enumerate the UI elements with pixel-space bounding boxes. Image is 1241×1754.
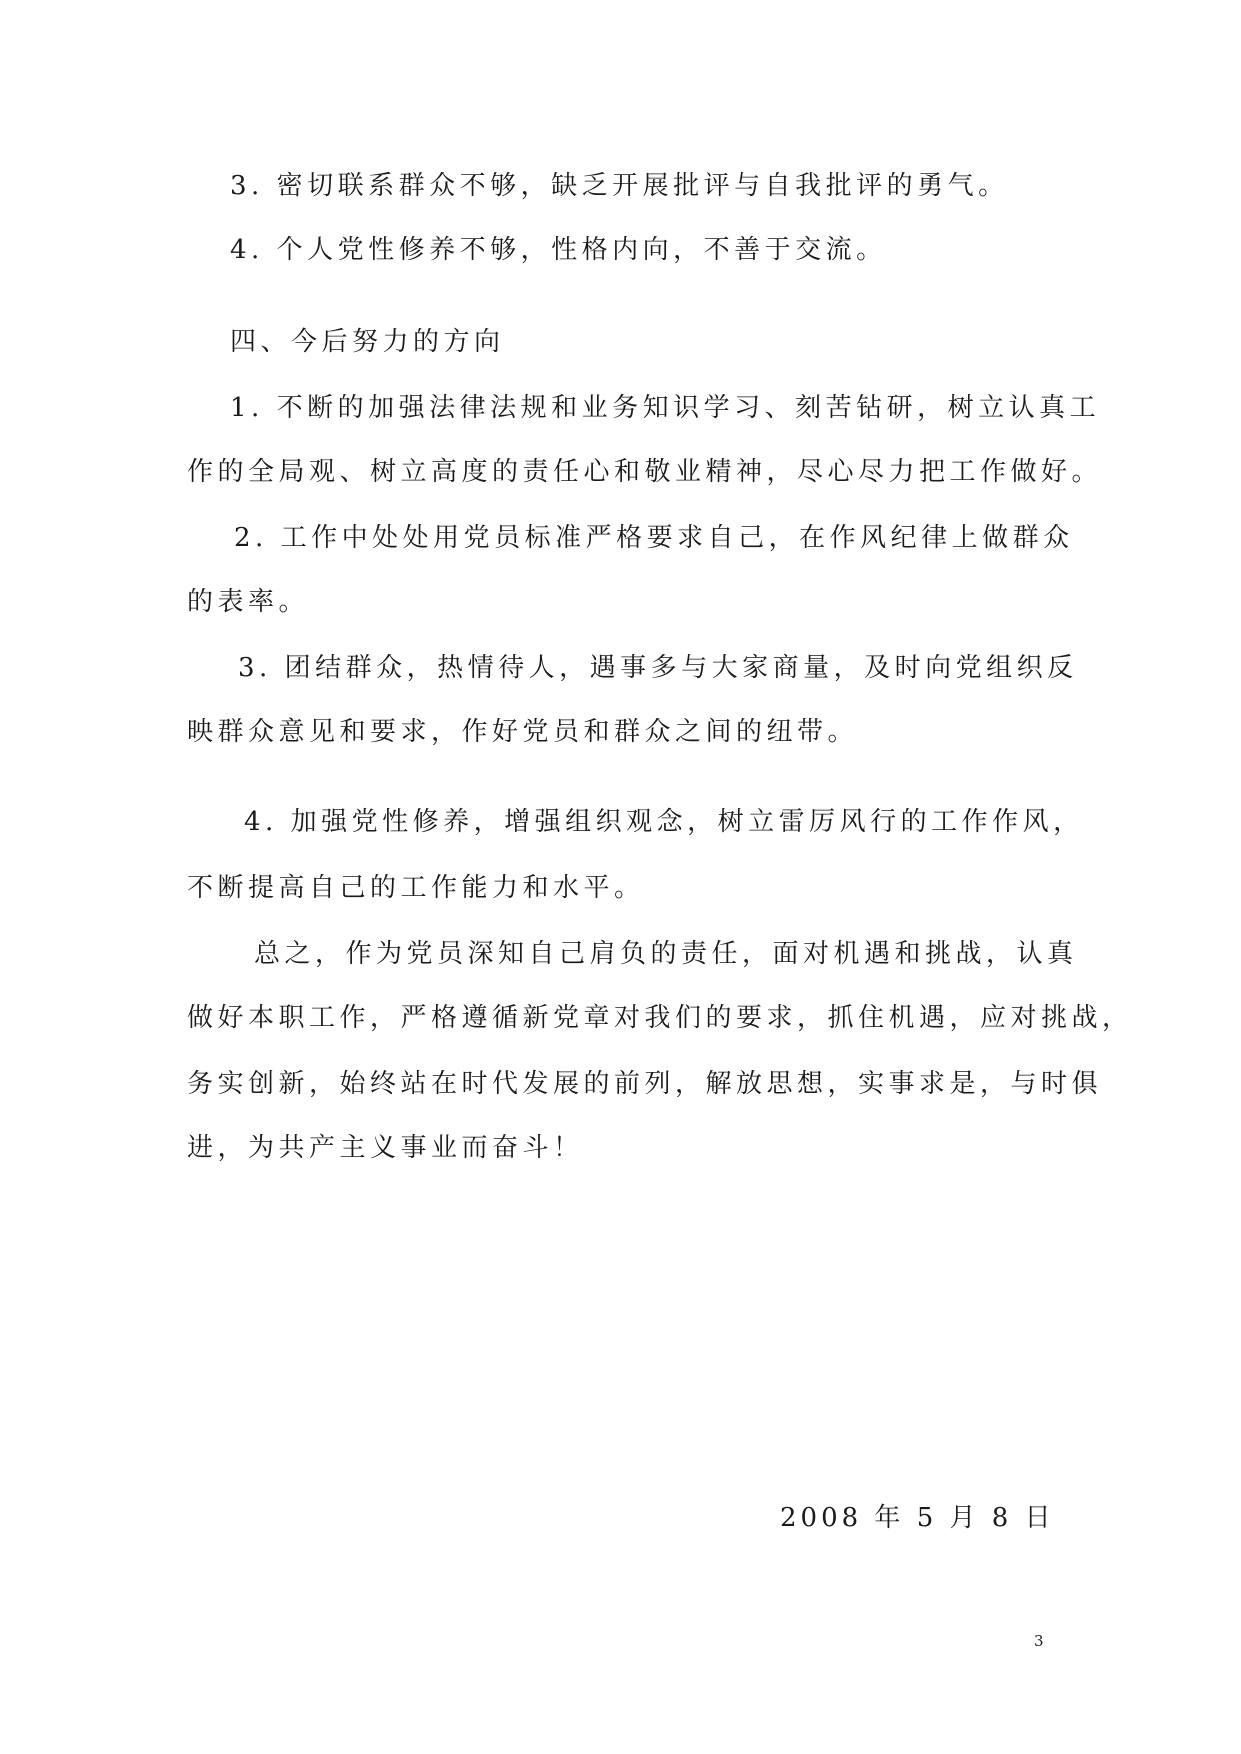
text-line: 3. 团结群众，热情待人，遇事多与大家商量，及时向党组织反 (238, 653, 1078, 683)
text-line: 务实创新，始终站在时代发展的前列，解放思想，实事求是，与时俱 (187, 1069, 1103, 1099)
text-line: 作的全局观、树立高度的责任心和敬业精神，尽心尽力把工作做好。 (187, 457, 1103, 487)
text-line: 不断提高自己的工作能力和水平。 (187, 873, 645, 903)
section-heading: 四、今后努力的方向 (230, 327, 505, 357)
signature-date: 2008 年 5 月 8 日 (780, 1503, 1055, 1533)
text-line: 1. 不断的加强法律法规和业务知识学习、刻苦钻研，树立认真工 (230, 393, 1101, 423)
text-line: 进，为共产主义事业而奋斗！ (187, 1133, 584, 1163)
text-line: 总之，作为党员深知自己肩负的责任，面对机遇和挑战，认真 (254, 939, 1078, 969)
text-line: 映群众意见和要求，作好党员和群众之间的纽带。 (187, 717, 859, 747)
text-line: 3. 密切联系群众不够，缺乏开展批评与自我批评的勇气。 (230, 171, 1009, 201)
text-line: 2. 工作中处处用党员标准严格要求自己，在作风纪律上做群众 (234, 523, 1074, 553)
text-line: 做好本职工作，严格遵循新党章对我们的要求，抓住机遇，应对挑战， (187, 1003, 1133, 1033)
text-line: 的表率。 (187, 587, 310, 617)
page-number: 3 (1034, 1632, 1044, 1650)
text-line: 4. 加强党性修养，增强组织观念，树立雷厉风行的工作作风， (244, 807, 1084, 837)
text-line: 4. 个人党性修养不够，性格内向，不善于交流。 (230, 235, 887, 265)
